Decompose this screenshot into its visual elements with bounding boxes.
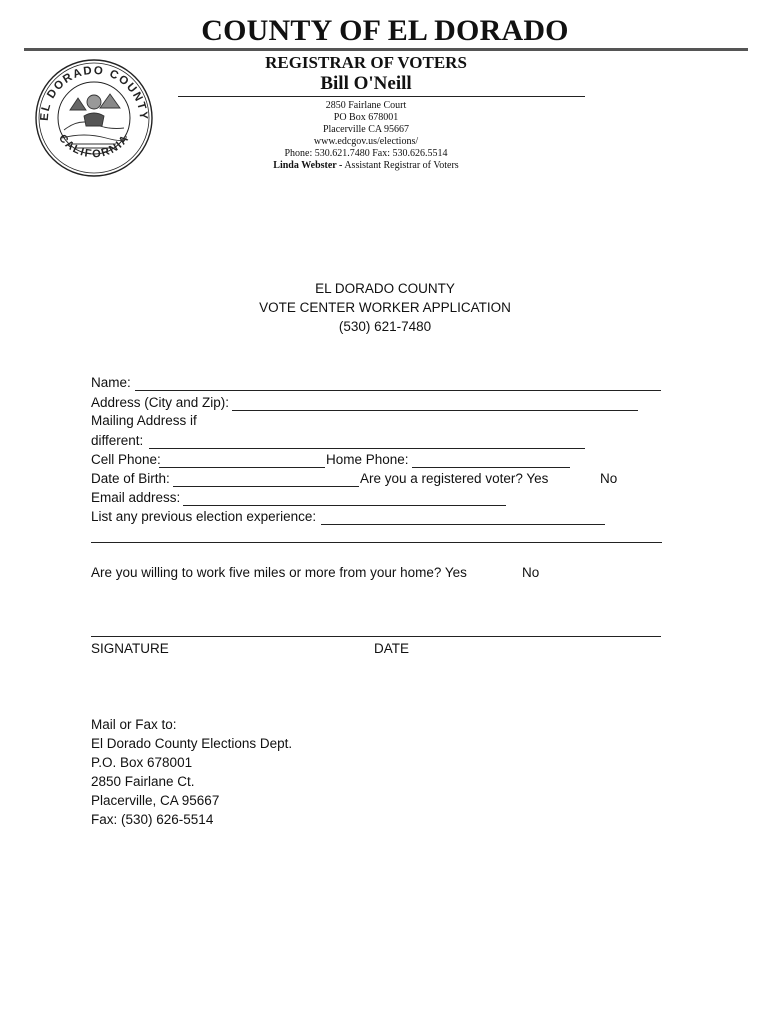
signature-label: SIGNATURE — [91, 641, 169, 656]
address-field[interactable] — [232, 410, 638, 411]
dob-field[interactable] — [173, 486, 359, 487]
name-rule — [178, 96, 585, 97]
county-seal-icon — [34, 58, 154, 178]
name-field[interactable] — [135, 390, 661, 391]
form-title-county: EL DORADO COUNTY — [315, 281, 455, 296]
email-field[interactable] — [183, 505, 506, 506]
registered-voter-question: Are you a registered voter? Yes — [360, 471, 549, 486]
contact-website: www.edcgov.us/elections/ — [313, 136, 419, 147]
contact-assistant — [200, 160, 532, 171]
registered-voter-no[interactable]: No — [600, 471, 618, 486]
registrar-office: REGISTRAR OF VOTERS — [265, 53, 467, 72]
home-phone-field[interactable] — [412, 467, 570, 468]
form-title-application: VOTE CENTER WORKER APPLICATION — [259, 300, 511, 315]
email-label: Email address: — [91, 490, 181, 505]
date-label: DATE — [374, 641, 410, 656]
contact-phone-fax: Phone: 530.621.7480 Fax: 530.626.5514 — [284, 148, 448, 159]
experience-label: List any previous election experience: — [91, 509, 317, 524]
assistant-name: Linda Webster - — [273, 160, 343, 171]
assistant-title: Assistant Registrar of Voters — [342, 160, 459, 171]
contact-street: 2850 Fairlane Court — [325, 100, 407, 111]
willing-question: Are you willing to work five miles or more from your home? Yes — [91, 565, 467, 580]
mail-to-street: 2850 Fairlane Ct. — [91, 774, 195, 789]
mail-to-po-box: P.O. Box 678001 — [91, 755, 193, 770]
experience-field[interactable] — [321, 524, 605, 525]
county-title: COUNTY OF EL DORADO — [201, 14, 569, 47]
registrar-name: Bill O'Neill — [320, 73, 412, 94]
mail-to-heading: Mail or Fax to: — [91, 717, 177, 732]
mailing-address-label-1: Mailing Address if — [91, 413, 197, 428]
contact-city: Placerville CA 95667 — [322, 124, 410, 135]
svg-text:CALIFORNIA: CALIFORNIA — [56, 132, 132, 161]
header-rule — [24, 48, 748, 51]
svg-text:EL DORADO COUNTY: EL DORADO COUNTY — [38, 64, 150, 122]
home-phone-label: Home Phone: — [326, 452, 409, 467]
address-label: Address (City and Zip): — [91, 395, 230, 410]
name-label: Name: — [91, 375, 131, 390]
mail-to-department: El Dorado County Elections Dept. — [91, 736, 293, 751]
cell-phone-field[interactable] — [159, 467, 325, 468]
cell-phone-label: Cell Phone: — [91, 452, 161, 467]
mail-to-city: Placerville, CA 95667 — [91, 793, 220, 808]
mail-to-fax: Fax: (530) 626-5514 — [91, 812, 214, 827]
experience-field-line-2[interactable] — [91, 542, 662, 543]
mailing-address-field[interactable] — [149, 448, 585, 449]
contact-po-box: PO Box 678001 — [333, 112, 399, 123]
willing-no[interactable]: No — [522, 565, 540, 580]
dob-label: Date of Birth: — [91, 471, 170, 486]
form-title-phone: (530) 621-7480 — [338, 319, 432, 334]
signature-line[interactable] — [91, 636, 661, 637]
mailing-address-label-2: different: — [91, 433, 144, 448]
